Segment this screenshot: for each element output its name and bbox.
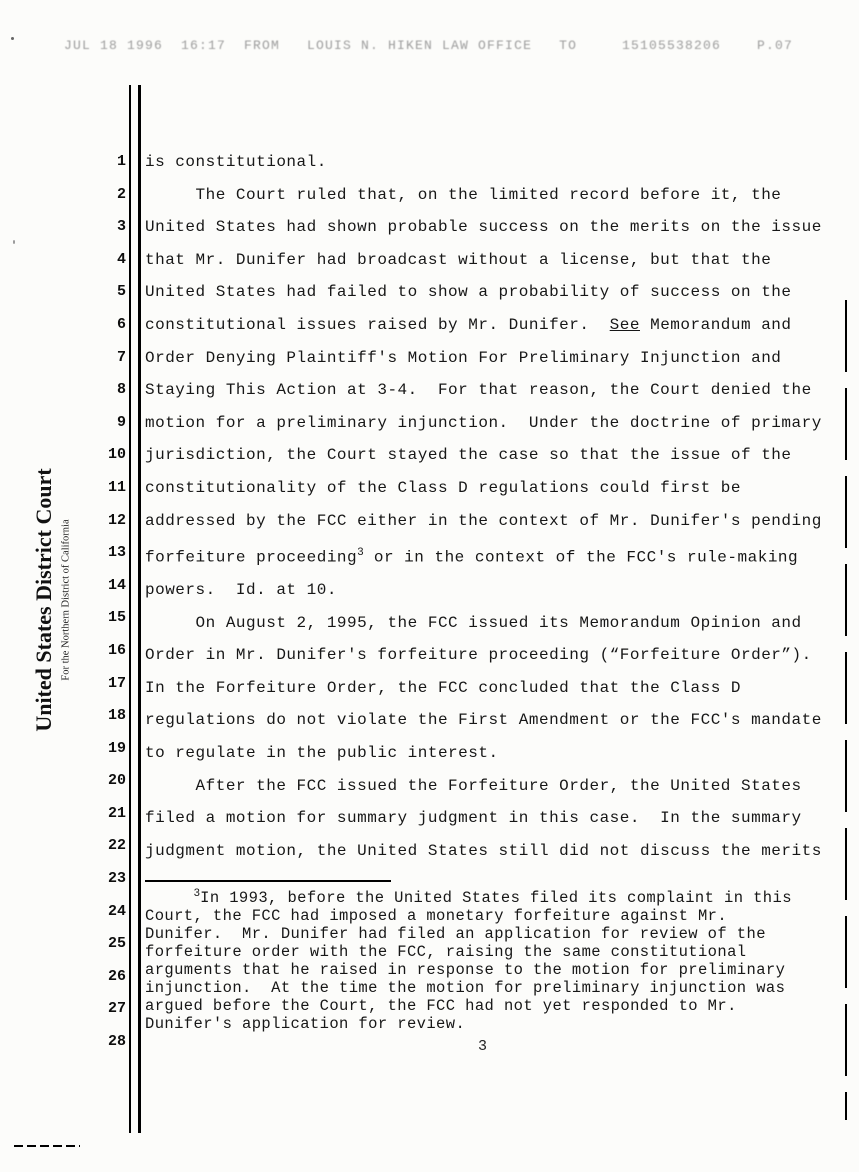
text-line: Court, the FCC had imposed a monetary forfeiture against Mr. <box>145 907 728 926</box>
fax-header-left: JUL 18 1996 16:17 FROM LOUIS N. HIKEN LAW OFFICE TO <box>64 38 578 53</box>
line-number: 25 <box>107 935 126 953</box>
text-line: addressed by the FCC either in the context of Mr. Dunifer's pending <box>145 511 822 530</box>
text-line: that Mr. Dunifer had broadcast without a license, but that the <box>145 250 772 269</box>
line-number: 21 <box>107 804 126 822</box>
line-number: 8 <box>116 381 126 399</box>
line-number-column <box>86 146 126 1059</box>
text-line: On August 2, 1995, the FCC issued its Memorandum Opinion and <box>145 613 802 632</box>
text-line: Dunifer. Mr. Dunifer had filed an application for review of the <box>145 924 766 943</box>
text-line: constitutional issues raised by Mr. Dunifer. See Memorandum and <box>145 315 792 334</box>
line-number: 17 <box>107 674 126 692</box>
scan-artifact-dot <box>13 240 15 244</box>
text-line: Order Denying Plaintiff's Motion For Preliminary Injunction and <box>145 348 782 367</box>
text-line: Dunifer's application for review. <box>145 1014 466 1033</box>
text-line: injunction. At the time the motion for preliminary injunction was <box>145 978 786 997</box>
line-number: 15 <box>107 609 126 627</box>
line-number: 11 <box>107 478 126 496</box>
text-line: forfeiture proceeding$^3$ or in the context of the FCC's rule-making <box>145 547 799 567</box>
fax-header <box>64 38 793 53</box>
text-line: powers. Id. at 10. <box>145 581 337 600</box>
text-line: jurisdiction, the Court stayed the case so that the issue of the <box>145 446 792 465</box>
text-line: In the Forfeiture Order, the FCC concluded that the Class D <box>145 678 741 697</box>
line-number: 27 <box>107 1000 126 1018</box>
line-number: 23 <box>107 870 126 888</box>
line-number: 5 <box>116 283 126 301</box>
text-line: constitutionality of the Class D regulations could first be <box>145 478 741 497</box>
text-line: The Court ruled that, on the limited record before it, the <box>145 185 782 204</box>
text-line: arguments that he raised in response to the motion for preliminary <box>145 960 786 979</box>
text-line: Order in Mr. Dunifer's forfeiture proceeding (“Forfeiture Order”). <box>145 646 812 665</box>
text-line: filed a motion for summary judgment in this case. In the summary <box>145 809 802 828</box>
court-district-stamp: For the Northern District of California <box>60 519 72 681</box>
text-line: motion for a preliminary injunction. Under the doctrine of primary <box>145 413 822 432</box>
line-number: 3 <box>116 218 126 236</box>
text-line: argued before the Court, the FCC had not yet responded to Mr. <box>145 996 737 1015</box>
text-line: regulations do not violate the First Amendment or the FCC's mandate <box>145 711 822 730</box>
text-line: judgment motion, the United States still did not discuss the merits <box>145 841 822 860</box>
line-number: 2 <box>116 185 126 203</box>
line-number: 14 <box>107 576 126 594</box>
scan-artifact-dot <box>11 37 14 40</box>
fax-header-right: 15105538206 P.07 <box>621 38 793 53</box>
body-text <box>145 146 847 867</box>
line-number: 19 <box>107 739 126 757</box>
line-number: 20 <box>107 772 126 790</box>
text-line: After the FCC issued the Forfeiture Order, the United States <box>145 776 802 795</box>
footnote-separator <box>145 880 391 882</box>
text-line: Staying This Action at 3-4. For that reason, the Court denied the <box>145 381 812 400</box>
line-number: 18 <box>107 707 126 725</box>
line-number: 16 <box>107 641 126 659</box>
line-number: 26 <box>107 967 126 985</box>
line-number: 12 <box>107 511 126 529</box>
line-number: 24 <box>107 902 126 920</box>
page-number: 3 <box>478 1038 488 1055</box>
court-name-stamp: United States District Court <box>31 468 56 732</box>
text-line: United States had shown probable success on the merits on the issue <box>145 218 822 237</box>
text-line: is constitutional. <box>145 153 327 171</box>
text-line: to regulate in the public interest. <box>145 744 499 763</box>
left-double-rule <box>129 85 141 1133</box>
line-number: 7 <box>116 348 126 366</box>
line-number: 10 <box>107 446 126 464</box>
line-number: 28 <box>107 1033 126 1051</box>
text-line: forfeiture order with the FCC, raising the same constitutional <box>145 942 747 961</box>
line-number: 4 <box>116 250 126 268</box>
bottom-edge-marks <box>14 1145 80 1147</box>
text-line: $^3$In 1993, before the United States filed its complaint in this <box>193 888 792 908</box>
line-number: 9 <box>116 413 126 431</box>
line-number: 13 <box>107 544 126 562</box>
line-number: 1 <box>116 153 126 170</box>
footnote-text <box>145 886 853 1033</box>
text-line: United States had failed to show a probability of success on the <box>145 283 792 302</box>
line-number: 6 <box>116 315 126 333</box>
line-number: 22 <box>107 837 126 855</box>
